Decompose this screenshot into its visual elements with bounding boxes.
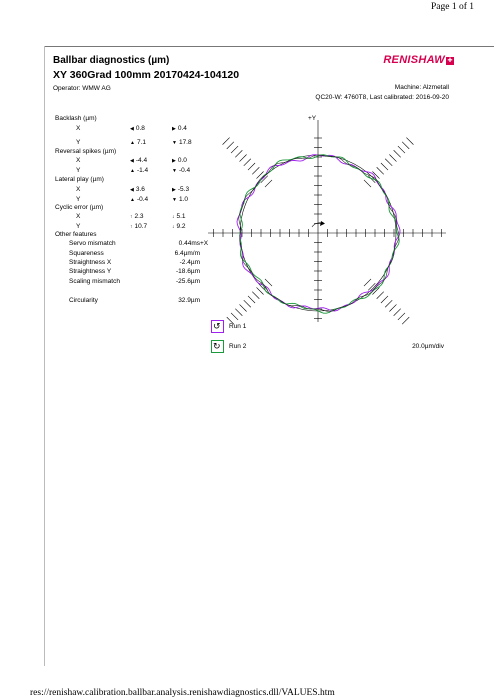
diagonal-tick [364, 180, 371, 187]
renishaw-logo [383, 54, 454, 66]
right-triangle-icon: ▶ [172, 158, 176, 164]
straightness-y-label: Straightness Y [69, 268, 112, 275]
straightness-y-value: -18.6µm [176, 268, 200, 275]
squareness-label: Squareness [69, 250, 104, 257]
diagonal-tick [394, 150, 401, 157]
lateral-x-label: X [76, 186, 81, 193]
circularity-label: Circularity [69, 297, 98, 304]
diagonal-tick [240, 155, 247, 162]
squareness-value: 6.4µm/m [174, 250, 200, 257]
diagonal-tick [261, 283, 268, 290]
backlash-y-value-1: ▲ 7.1 [130, 139, 146, 146]
reversal-y-value-1: ▲ -1.4 [130, 167, 149, 174]
run-trace-dark [239, 155, 399, 312]
diagonal-tick [402, 142, 409, 149]
straightness-x-label: Straightness X [69, 259, 112, 266]
diagonal-tick [364, 279, 371, 286]
diagonal-tick [385, 159, 392, 166]
cyclic-y-value-1: ↑ 10.7 [130, 223, 148, 230]
counterclockwise-arrow-icon: ↺ [213, 321, 221, 331]
diagonal-tick [381, 163, 388, 170]
diagonal-tick [372, 171, 379, 178]
diagonal-tick [381, 296, 388, 303]
run1-trace [237, 155, 400, 311]
operator-label: Operator: WMW AG [53, 85, 111, 92]
other-features-heading: Other features [55, 231, 97, 238]
backlash-x-value-2: ▶ 0.4 [172, 125, 187, 132]
diagonal-tick [240, 304, 247, 311]
run2-legend-box [211, 340, 224, 353]
backlash-y-label: Y [76, 139, 81, 146]
diagonal-tick [252, 292, 259, 299]
diagonal-tick [235, 150, 242, 157]
diagonal-tick [377, 292, 384, 299]
run2-trace [240, 155, 400, 314]
down-arrow-icon: ↓ [172, 224, 175, 230]
servo-mismatch-label: Servo mismatch [69, 240, 116, 247]
machine-label: Machine: Alzmetall [394, 84, 449, 91]
logo-text: RENISHAW [383, 54, 445, 66]
backlash-x-value-1: ◀ 0.8 [130, 125, 145, 132]
header-rule [44, 46, 494, 47]
cyclic-x-value-2: ↓ 5.1 [172, 213, 186, 220]
lateral-play-heading: Lateral play (µm) [55, 176, 104, 183]
diagonal-tick [368, 176, 375, 183]
down-triangle-icon: ▼ [172, 197, 177, 203]
scale-label: 20.0µm/div [412, 343, 444, 350]
report-title: Ballbar diagnostics (µm) [53, 55, 170, 66]
reference-circle [240, 155, 396, 311]
run-trace-dark-path [239, 155, 399, 312]
diagonal-tick [406, 138, 413, 145]
cyclic-y-label: Y [76, 223, 81, 230]
margin-rule [44, 46, 45, 666]
diagonal-tick [377, 167, 384, 174]
diagonal-tick [265, 180, 272, 187]
run2-legend-label: Run 2 [229, 343, 247, 350]
lateral-y-value-2: ▼ 1.0 [172, 196, 188, 203]
left-triangle-icon: ◀ [130, 158, 134, 164]
diagonal-tick [261, 176, 268, 183]
backlash-y-value-2: ▼ 17.8 [172, 139, 192, 146]
diagonal-tick [223, 138, 230, 145]
left-triangle-icon: ◀ [130, 187, 134, 193]
lateral-y-label: Y [76, 196, 81, 203]
diagonal-tick [402, 317, 409, 324]
lateral-y-value-1: ▲ -0.4 [130, 196, 149, 203]
diagonal-tick [231, 313, 238, 320]
diagonal-tick [252, 167, 259, 174]
up-triangle-icon: ▲ [130, 197, 135, 203]
diagonal-tick [372, 287, 379, 294]
calibration-label: QC20-W: 4760T8, Last calibrated: 2016-09-20 [315, 94, 449, 101]
up-arrow-icon: ↑ [130, 214, 133, 220]
backlash-x-label: X [76, 125, 81, 132]
diagonal-dashes [223, 138, 414, 325]
plot-axes [208, 120, 446, 322]
diagonal-tick [256, 171, 263, 178]
circularity-value: 32.9µm [178, 297, 200, 304]
scaling-mismatch-label: Scaling mismatch [69, 278, 120, 285]
diagonal-tick [248, 163, 255, 170]
left-triangle-icon: ◀ [130, 126, 134, 132]
diagonal-tick [389, 155, 396, 162]
diagonal-tick [385, 300, 392, 307]
reversal-x-value-1: ◀ -4.4 [130, 157, 148, 164]
lateral-x-value-1: ◀ 3.6 [130, 186, 145, 193]
plus-y-axis-label: +Y [308, 115, 317, 122]
diagonal-tick [389, 304, 396, 311]
logo-mark-icon: ✚ [447, 58, 453, 64]
cyclic-y-value-2: ↓ 9.2 [172, 223, 186, 230]
up-triangle-icon: ▲ [130, 168, 135, 174]
cyclic-error-heading: Cyclic error (µm) [55, 204, 104, 211]
diagonal-tick [244, 300, 251, 307]
straightness-x-value: -2.4µm [179, 259, 200, 266]
down-triangle-icon: ▼ [172, 168, 177, 174]
diagonal-tick [248, 296, 255, 303]
test-name: XY 360Grad 100mm 20170424-104120 [53, 69, 240, 81]
footer-url: res://renishaw.calibration.ballbar.analysis.renishawdiagnostics.dll/VALUES.htm [30, 688, 335, 698]
diagonal-tick [231, 146, 238, 153]
reversal-y-label: Y [76, 167, 81, 174]
servo-mismatch-value: 0.44ms [178, 240, 200, 247]
diagonal-tick [368, 283, 375, 290]
right-triangle-icon: ▶ [172, 126, 176, 132]
cyclic-x-label: X [76, 213, 81, 220]
right-triangle-icon: ▶ [172, 187, 176, 193]
page-number: Page 1 of 1 [430, 2, 474, 12]
rotation-arrow-icon [320, 221, 325, 226]
up-triangle-icon: ▲ [130, 140, 135, 146]
lateral-x-value-2: ▶ -5.3 [172, 186, 190, 193]
reversal-x-value-2: ▶ 0.0 [172, 157, 187, 164]
diagonal-tick [244, 159, 251, 166]
plus-x-axis-label: +X [200, 240, 209, 247]
down-triangle-icon: ▼ [172, 140, 177, 146]
reversal-y-value-2: ▼ -0.4 [172, 167, 191, 174]
run1-legend-label: Run 1 [229, 323, 247, 330]
rotation-arc [312, 223, 324, 227]
diagonal-tick [265, 279, 272, 286]
diagonal-tick [398, 146, 405, 153]
run1-legend-box [211, 320, 224, 333]
backlash-heading: Backlash (µm) [55, 115, 97, 122]
up-arrow-icon: ↑ [130, 224, 133, 230]
down-arrow-icon: ↓ [172, 214, 175, 220]
diagonal-tick [227, 142, 234, 149]
diagonal-tick [398, 313, 405, 320]
clockwise-arrow-icon: ↻ [213, 341, 221, 351]
diagonal-tick [256, 287, 263, 294]
cyclic-x-value-1: ↑ 2.3 [130, 213, 144, 220]
reversal-spikes-heading: Reversal spikes (µm) [55, 148, 117, 155]
diagonal-tick [235, 309, 242, 316]
scaling-mismatch-value: -25.6µm [176, 278, 200, 285]
diagonal-tick [394, 309, 401, 316]
reversal-x-label: X [76, 157, 81, 164]
